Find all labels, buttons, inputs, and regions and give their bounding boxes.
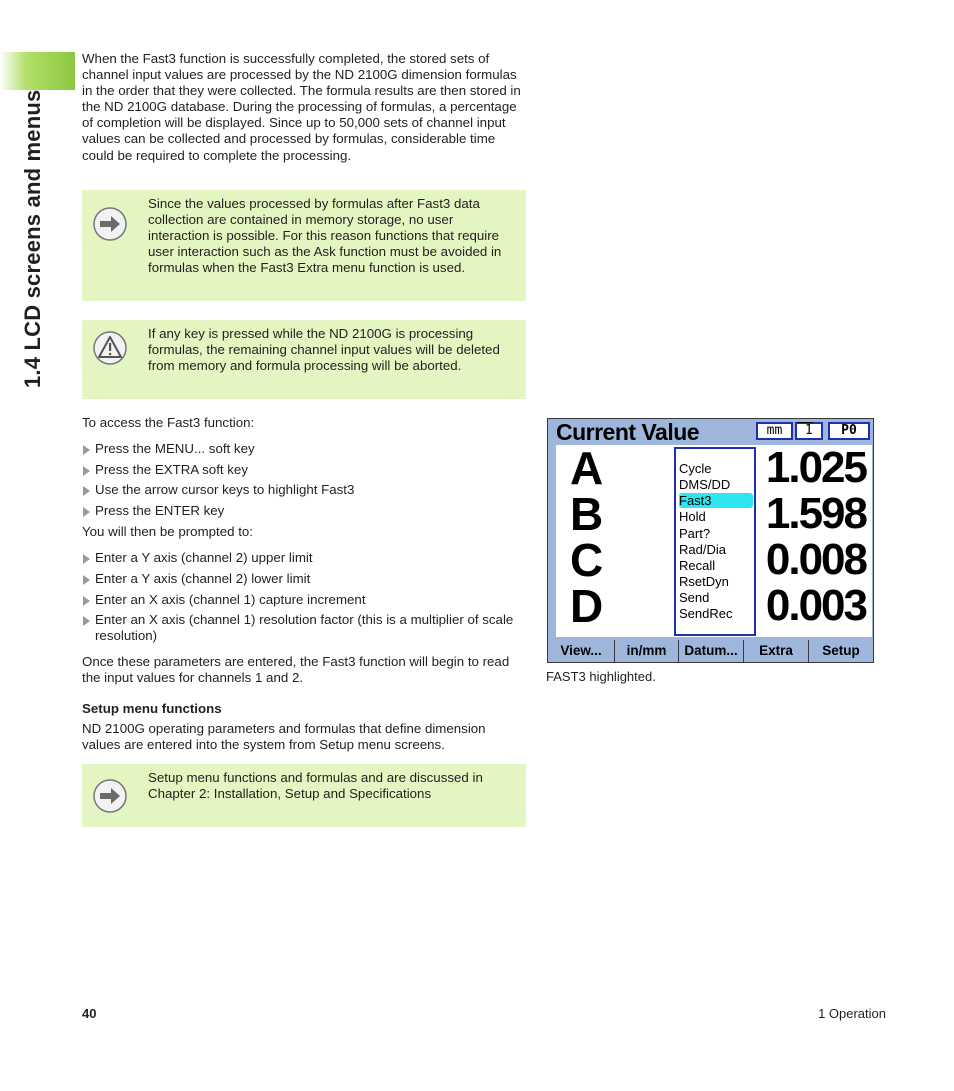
- softkey-bar: [548, 640, 873, 662]
- menu-item-highlighted[interactable]: Fast3: [679, 493, 753, 508]
- softkey-view[interactable]: View...: [560, 643, 602, 658]
- axis-label: C: [570, 534, 604, 586]
- axis-label: B: [570, 488, 604, 540]
- after-params-paragraph: Once these parameters are entered, the Fast3 function will begin to read the input values for channels 1 and 2.: [82, 654, 510, 686]
- channel-indicator: 1: [795, 422, 823, 440]
- bullet-triangle-icon: [83, 486, 90, 496]
- bullet-triangle-icon: [83, 575, 90, 585]
- bullet-triangle-icon: [83, 616, 90, 626]
- preset-indicator: P0: [828, 422, 870, 440]
- note-text: Setup menu functions and formulas and are discussed in Chapter 2: Installation, Setup and Specifications: [148, 770, 483, 802]
- menu-item[interactable]: Cycle: [679, 461, 712, 476]
- intro-paragraph: When the Fast3 function is successfully completed, the stored sets of channel input values are processed by the ND 2100G dimension formulas in the order that they were collected. The formula results are then stored in the ND 2100G database. During the processing of formulas, a percentage of completion will be displayed. Since up to 50,000 sets of channel input values can be collected and processed by formulas, considerable time could be required to complete the processing.: [82, 51, 521, 163]
- unit-indicator: mm: [756, 422, 793, 440]
- menu-item[interactable]: Part?: [679, 526, 711, 541]
- lcd-readout-area: [556, 442, 872, 637]
- axis-value: 0.008: [765, 535, 866, 584]
- section-title: 1.4 LCD screens and menus: [20, 89, 45, 388]
- arrow-right-icon: [92, 206, 128, 242]
- warning-triangle-icon: [92, 330, 128, 366]
- softkey-setup[interactable]: Setup: [808, 640, 873, 662]
- setup-paragraph: ND 2100G operating parameters and formulas that define dimension values are entered into the system from Setup menu screens.: [82, 721, 486, 753]
- section-tab: [0, 52, 75, 90]
- menu-item[interactable]: DMS/DD: [679, 477, 731, 492]
- menu-item[interactable]: Rad/Dia: [679, 542, 726, 557]
- prompt-intro: You will then be prompted to:: [82, 524, 254, 539]
- page-number: 40: [82, 1006, 97, 1021]
- access-intro: To access the Fast3 function:: [82, 415, 255, 430]
- softkey-datum[interactable]: Datum...: [678, 640, 743, 662]
- note-warning: [82, 320, 526, 399]
- arrow-right-icon: [92, 778, 128, 814]
- axis-value: 0.003: [765, 581, 866, 630]
- chapter-footer: 1 Operation: [818, 1006, 886, 1021]
- lcd-title: Current Value: [556, 419, 700, 445]
- softkey-extra[interactable]: Extra: [743, 640, 808, 662]
- lcd-screen: [547, 418, 874, 663]
- section-heading: Setup menu functions: [82, 701, 222, 716]
- bullet-triangle-icon: [83, 466, 90, 476]
- figure-caption: FAST3 highlighted.: [546, 669, 656, 684]
- note-text: If any key is pressed while the ND 2100G is processing formulas, the remaining channel input values will be deleted from memory and formula processing will be aborted.: [148, 326, 500, 374]
- menu-item[interactable]: Hold: [679, 509, 706, 524]
- bullet-triangle-icon: [83, 445, 90, 455]
- bullet-triangle-icon: [83, 507, 90, 517]
- note-info-2: [82, 764, 526, 827]
- axis-label: A: [570, 442, 604, 494]
- axis-label: D: [570, 580, 604, 632]
- extra-menu: [674, 447, 756, 636]
- softkey-in-mm[interactable]: in/mm: [614, 640, 678, 662]
- note-info-1: [82, 190, 526, 301]
- axis-value: 1.025: [765, 443, 866, 492]
- bullet-triangle-icon: [83, 596, 90, 606]
- axis-value: 1.598: [765, 489, 866, 538]
- bullet-triangle-icon: [83, 554, 90, 564]
- note-text: Since the values processed by formulas after Fast3 data collection are contained in memory storage, no user interaction is possible. For this reason functions that require user interaction such as the Ask function must be avoided in formulas when the Fast3 Extra menu function is used.: [148, 196, 502, 276]
- menu-item[interactable]: Send: [679, 590, 710, 605]
- menu-item[interactable]: RsetDyn: [679, 574, 729, 589]
- menu-item[interactable]: SendRec: [679, 606, 733, 621]
- menu-item[interactable]: Recall: [679, 558, 716, 573]
